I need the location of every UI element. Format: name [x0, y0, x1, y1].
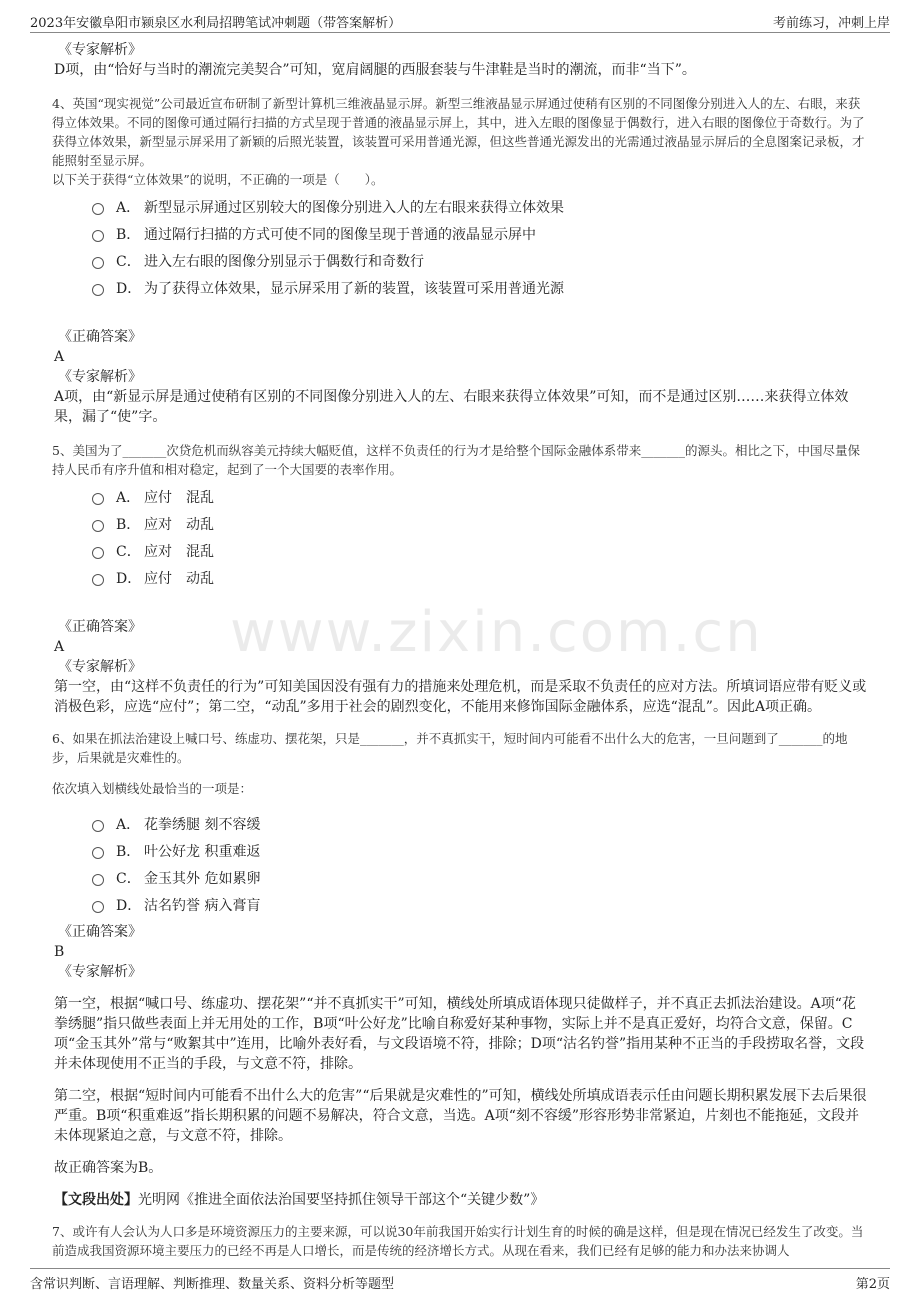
q5-option-c[interactable]: C． 应对 混乱: [92, 537, 868, 564]
q5-option-d[interactable]: D． 应付 动乱: [92, 564, 868, 591]
radio-icon[interactable]: [92, 574, 104, 586]
q4-options: [92, 193, 868, 301]
radio-icon[interactable]: [92, 847, 104, 859]
q6-source: [54, 1190, 868, 1210]
radio-icon[interactable]: [92, 493, 104, 505]
radio-icon[interactable]: [92, 820, 104, 832]
radio-icon[interactable]: [92, 901, 104, 913]
q6-option-a[interactable]: A． 花拳绣腿 刻不容缓: [92, 810, 868, 837]
q6-options: [92, 810, 868, 918]
q6-explanation-p1: 第一空，根据“喊口号、练虚功、摆花架”“并不真抓实干”可知，横线处所填成语体现只徒做样子，并不真正去抓法治建设。A项“花拳绣腿”指只做些表面上并无用处的工作，B项“叶公好龙”比喻自称爱好某种事物，实际上并不是真正爱好，均符合文意，保留。C项“金玉其外”常与“败絮其中”连用，比喻外表好看，与文段语境不符，排除；D项“沽名钓誉”指用某种不正当的手段捞取名誉，文段并未体现使用不正当的手段，与文意不符，排除。: [54, 996, 865, 1072]
correct-answer-label: 《正确答案》: [58, 619, 142, 635]
expert-analysis-label: 《专家解析》: [58, 964, 142, 980]
watermark: www.zixin.com.cn: [230, 600, 763, 665]
q7-stem: 7、或许有人会认为人口多是环境资源压力的主要来源，可以说30年前我国开始实行计划生育的时候的确是这样，但是现在情况已经发生了改变。当前造成我国资源环境主要压力的已经不再是人口增长，而是传统的经济增长方式。从现在看来，我们已经有足够的能力和办法来协调人: [52, 1224, 864, 1258]
source-tag: 【文段出处】: [54, 1192, 138, 1208]
q6-option-b[interactable]: B． 叶公好龙 积重难返: [92, 837, 868, 864]
radio-icon[interactable]: [92, 874, 104, 886]
q4-option-d[interactable]: D． 为了获得立体效果，显示屏采用了新的装置，该装置可采用普通光源: [92, 274, 868, 301]
radio-icon[interactable]: [92, 203, 104, 215]
expert-analysis-label: 《专家解析》: [58, 369, 142, 385]
expert-analysis-label: 《专家解析》: [58, 42, 142, 58]
page-footer: [30, 1268, 890, 1293]
q5-options: [92, 483, 868, 591]
q6-prompt: 依次填入划横线处最恰当的一项是：: [52, 781, 253, 796]
correct-answer-label: 《正确答案》: [58, 924, 142, 940]
radio-icon[interactable]: [92, 230, 104, 242]
page-header: [30, 8, 890, 33]
q5-explanation: 第一空，由“这样不负责任的行为”可知美国因没有强有力的措施来处理危机，而是采取不负责任的应对方法。所填词语应带有贬义或消极色彩，应选“应付”；第二空，“动乱”多用于社会的剧烈变化，不能用来修饰国际金融体系，应选“混乱”。因此A项正确。: [54, 679, 867, 715]
q4-stem: 4、英国“现实视觉”公司最近宣布研制了新型计算机三维液晶显示屏。新型三维液晶显示屏通过使稍有区别的不同图像分别进入人的左、右眼，来获得立体效果。不同的图像可通过隔行扫描的方式呈现于普通的液晶显示屏上，其中，进入左眼的图像显于偶数行，进入右眼的图像位于奇数行。为了获得立体效果，新型显示屏采用了新颖的后照光装置，该装置可采用普通光源，但这些普通光源发出的光需通过液晶显示屏后的全息图案记录板，才能照射至显示屏。: [52, 96, 865, 168]
source-text: 光明网《推进全面依法治国要坚持抓住领导干部这个“关键少数”》: [138, 1192, 545, 1208]
q5-answer: A: [54, 639, 65, 655]
q5-stem: 5、美国为了_______次贷危机而纵容美元持续大幅贬值，这样不负责任的行为才是给整个国际金融体系带来_______的源头。相比之下，中国尽量保持人民币有序升值和相对稳定，起到了一个大国要的表率作用。: [52, 443, 860, 477]
radio-icon[interactable]: [92, 284, 104, 296]
q4-explanation: A项，由“新显示屏是通过使稍有区别的不同图像分别进入人的左、右眼来获得立体效果”可知，而不是通过区别……来获得立体效果，漏了“使”字。: [54, 389, 849, 425]
footer-note: 含常识判断、言语理解、判断推理、数量关系、资料分析等题型: [30, 1277, 395, 1292]
header-slogan: 考前练习，冲刺上岸: [772, 16, 890, 31]
q5-option-b[interactable]: B． 应对 动乱: [92, 510, 868, 537]
q5-option-a[interactable]: A． 应付 混乱: [92, 483, 868, 510]
doc-title: 2023年安徽阜阳市颍泉区水利局招聘笔试冲刺题（带答案解析）: [30, 16, 402, 31]
q6-answer: B: [54, 944, 65, 960]
radio-icon[interactable]: [92, 520, 104, 532]
q6-stem: 6、如果在抓法治建设上喊口号、练虚功、摆花架，只是_______，并不真抓实干，短时间内可能看不出什么大的危害，一旦问题到了_______的地步，后果就是灾难性的。: [52, 731, 848, 765]
radio-icon[interactable]: [92, 547, 104, 559]
q6-explanation-p2: 第二空，根据“短时间内可能看不出什么大的危害”“后果就是灾难性的”可知，横线处所填成语表示任由问题长期积累发展下去后果很严重。B项“积重难返”指长期积累的问题不易解决，符合文意，当选。A项“刻不容缓”形容形势非常紧迫，片刻也不能拖延，文段并未体现紧迫之意，与文意不符，排除。: [54, 1088, 867, 1144]
page-content: [52, 40, 868, 1260]
q6-option-d[interactable]: D． 沽名钓誉 病入膏肓: [92, 891, 868, 918]
q4-option-b[interactable]: B． 通过隔行扫描的方式可使不同的图像呈现于普通的液晶显示屏中: [92, 220, 868, 247]
q4-option-c[interactable]: C． 进入左右眼的图像分别显示于偶数行和奇数行: [92, 247, 868, 274]
q4-option-a[interactable]: A． 新型显示屏通过区别较大的图像分别进入人的左右眼来获得立体效果: [92, 193, 868, 220]
page-number: 第2页: [855, 1277, 890, 1292]
q4-answer: A: [54, 349, 65, 365]
radio-icon[interactable]: [92, 257, 104, 269]
expert-analysis-label: 《专家解析》: [58, 659, 142, 675]
q4-prompt: 以下关于获得“立体效果”的说明，不正确的一项是（ ）。: [52, 172, 384, 187]
q3-explanation: D项，由“恰好与当时的潮流完美契合”可知，宽肩阔腿的西服套装与牛津鞋是当时的潮流，而非“当下”。: [54, 62, 696, 78]
correct-answer-label: 《正确答案》: [58, 329, 142, 345]
q6-option-c[interactable]: C． 金玉其外 危如累卵: [92, 864, 868, 891]
q6-explanation-conclusion: 故正确答案为B。: [54, 1160, 163, 1176]
